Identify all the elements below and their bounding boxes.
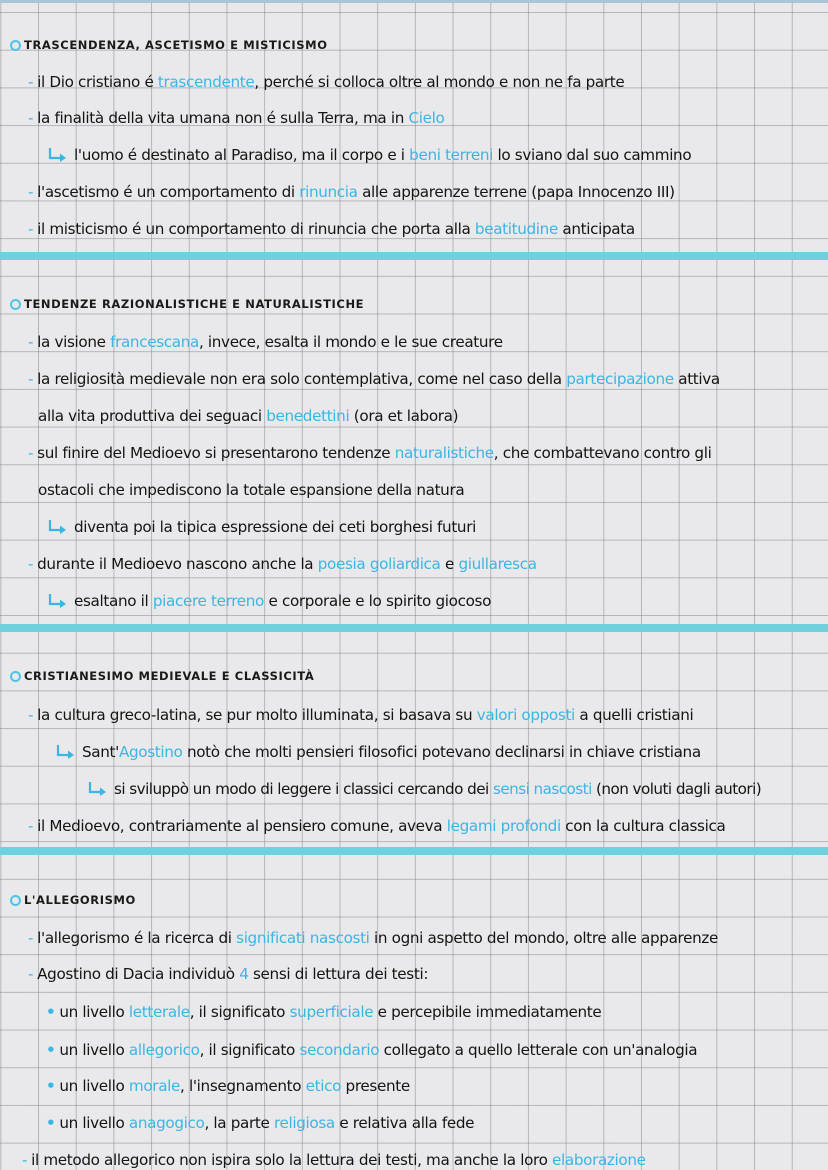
highlight-text: piacere terreno [152,592,264,610]
highlight-text: beni terreni [409,146,493,164]
section-title-text: L'ALLEGORISMO [24,893,136,907]
highlight-text: trascendente [157,73,255,91]
text: presente [341,1077,410,1095]
highlight-text: religiosa [273,1114,335,1132]
note-line [28,108,444,128]
text: l'ascetismo é un comportamento di [37,183,300,201]
return-arrow-icon [88,782,108,796]
text: la finalità della vita umana non é sulla Terra, ma in [37,109,409,127]
text: un livello [59,1041,129,1059]
highlight-text: letterale [128,1003,190,1021]
section-title-text: CRISTIANESIMO MEDIEVALE E CLASSICITÀ [24,669,315,683]
text: e percepibile immediatamente [373,1003,602,1021]
text: , che combattevano contro gli [493,444,712,462]
text: , il significato [189,1003,290,1021]
dash-bullet: - [28,817,34,835]
text: , l'insegnamento [180,1077,306,1095]
highlight-text: poesia goliardica [317,555,441,573]
circle-bullet-icon [10,671,21,682]
text: la cultura greco-latina, se pur molto illuminata, si basava su [37,706,477,724]
text: Agostino di Dacia individuò [37,965,240,983]
dash-bullet: - [28,333,34,351]
highlight-text: francescana [110,333,199,351]
circle-bullet-icon [10,299,21,310]
highlight-text: valori opposti [476,706,575,724]
note-line-sub [56,742,701,762]
note-line-subsub [88,779,761,799]
highlight-text: giullaresca [458,555,537,573]
text: , la parte [204,1114,274,1132]
dash-bullet: - [28,444,34,462]
note-line [28,705,693,725]
text: (ora et labora) [349,407,459,425]
text: si sviluppò un modo di leggere i classici cercando dei [114,780,494,798]
highlight-text: superficiale [289,1003,374,1021]
section-title-cristianesimo [10,669,314,683]
highlight-text: legami profondi [446,817,561,835]
highlight-text: Agostino [118,743,183,761]
top-edge [0,0,828,3]
dash-bullet: - [28,183,34,201]
note-line-dot [46,1040,697,1060]
section-title-tendenze [10,297,364,311]
note-line-dot [46,1002,601,1022]
note-line [28,219,635,239]
section-title-text: TENDENZE RAZIONALISTICHE E NATURALISTICHE [24,297,365,311]
note-line-sub [48,517,476,537]
dash-bullet: - [28,109,34,127]
dash-bullet: - [28,370,34,388]
circle-bullet-icon [10,40,21,51]
highlight-text: elaborazione [552,1151,646,1169]
text: (non voluti dagli autori) [591,780,762,798]
section-divider [0,847,828,855]
note-line-sub [48,145,691,165]
dot-bullet: • [46,1077,56,1095]
highlight-text: allegorico [128,1041,200,1059]
text: lo sviano dal suo cammino [493,146,692,164]
dash-bullet: - [22,1151,28,1169]
text: e [440,555,459,573]
text: Sant' [82,743,119,761]
note-line-dot [46,1076,410,1096]
text: e corporale e lo spirito giocoso [264,592,492,610]
text: la visione [37,333,111,351]
text: esaltano il [74,592,153,610]
highlight-text: significati nascosti [236,929,370,947]
highlight-text: sensi nascosti [493,780,592,798]
highlight-text: morale [128,1077,181,1095]
highlight-text: partecipazione [566,370,674,388]
text: l'allegorismo é la ricerca di [37,929,237,947]
section-divider [0,252,828,260]
note-line [28,72,624,92]
highlight-text: etico [305,1077,342,1095]
dot-bullet: • [46,1114,56,1132]
text: il Medioevo, contrariamente al pensiero comune, aveva [37,817,447,835]
text: con la cultura classica [560,817,726,835]
note-line [22,1150,646,1170]
section-title-trascendenza [10,38,328,52]
highlight-text: rinuncia [299,183,358,201]
text: il misticismo é un comportamento di rinuncia che porta alla [37,220,475,238]
section-title-allegorismo [10,893,136,907]
note-line-continued [38,480,464,500]
text: notò che molti pensieri filosofici potevano declinarsi in chiave cristiana [182,743,701,761]
section-divider [0,624,828,632]
return-arrow-icon [48,594,68,608]
text: un livello [59,1114,129,1132]
return-arrow-icon [48,520,68,534]
dash-bullet: - [28,929,34,947]
highlight-text: Cielo [408,109,445,127]
note-line [28,332,503,352]
highlight-text: beatitudine [474,220,558,238]
note-line [28,554,537,574]
note-line [28,816,725,836]
note-line [28,964,428,984]
text: alla vita produttiva dei seguaci [38,407,267,425]
dot-bullet: • [46,1041,56,1059]
highlight-text: naturalistiche [394,444,494,462]
text: a quelli cristiani [574,706,694,724]
dash-bullet: - [28,73,34,91]
text: e relativa alla fede [334,1114,475,1132]
text: un livello [59,1003,129,1021]
highlight-text: secondario [299,1041,380,1059]
note-line [28,443,711,463]
text: , il significato [199,1041,300,1059]
text: attiva [673,370,720,388]
text: ostacoli che impediscono la totale espansione della natura [38,481,465,499]
text: collegato a quello letterale con un'analogia [379,1041,698,1059]
dash-bullet: - [28,220,34,238]
text: , invece, esalta il mondo e le sue creature [198,333,503,351]
section-title-text: TRASCENDENZA, ASCETISMO E MISTICISMO [24,38,328,52]
text: sensi di lettura dei testi: [248,965,429,983]
text: la religiosità medievale non era solo contemplativa, come nel caso della [37,370,567,388]
text: il Dio cristiano é [37,73,158,91]
dash-bullet: - [28,555,34,573]
note-line [28,182,675,202]
note-line [28,928,718,948]
return-arrow-icon [56,745,76,759]
note-line-dot [46,1113,474,1133]
text: il metodo allegorico non ispira solo la lettura dei testi, ma anche la loro [31,1151,553,1169]
dot-bullet: • [46,1003,56,1021]
text: alle apparenze terrene (papa Innocenzo III) [357,183,675,201]
highlight-text: 4 [239,965,249,983]
return-arrow-icon [48,148,68,162]
note-line-continued [38,406,458,426]
dash-bullet: - [28,706,34,724]
note-line-sub [48,591,491,611]
text: diventa poi la tipica espressione dei ceti borghesi futuri [74,518,476,536]
highlight-text: benedettini [266,407,350,425]
text: anticipata [557,220,635,238]
highlight-text: anagogico [128,1114,205,1132]
text: in ogni aspetto del mondo, oltre alle apparenze [369,929,718,947]
text: sul finire del Medioevo si presentarono tendenze [37,444,395,462]
text: l'uomo é destinato al Paradiso, ma il corpo e i [74,146,410,164]
circle-bullet-icon [10,895,21,906]
text: un livello [59,1077,129,1095]
note-line [28,369,720,389]
text: , perché si colloca oltre al mondo e non ne fa parte [254,73,625,91]
text: durante il Medioevo nascono anche la [37,555,318,573]
dash-bullet: - [28,965,34,983]
